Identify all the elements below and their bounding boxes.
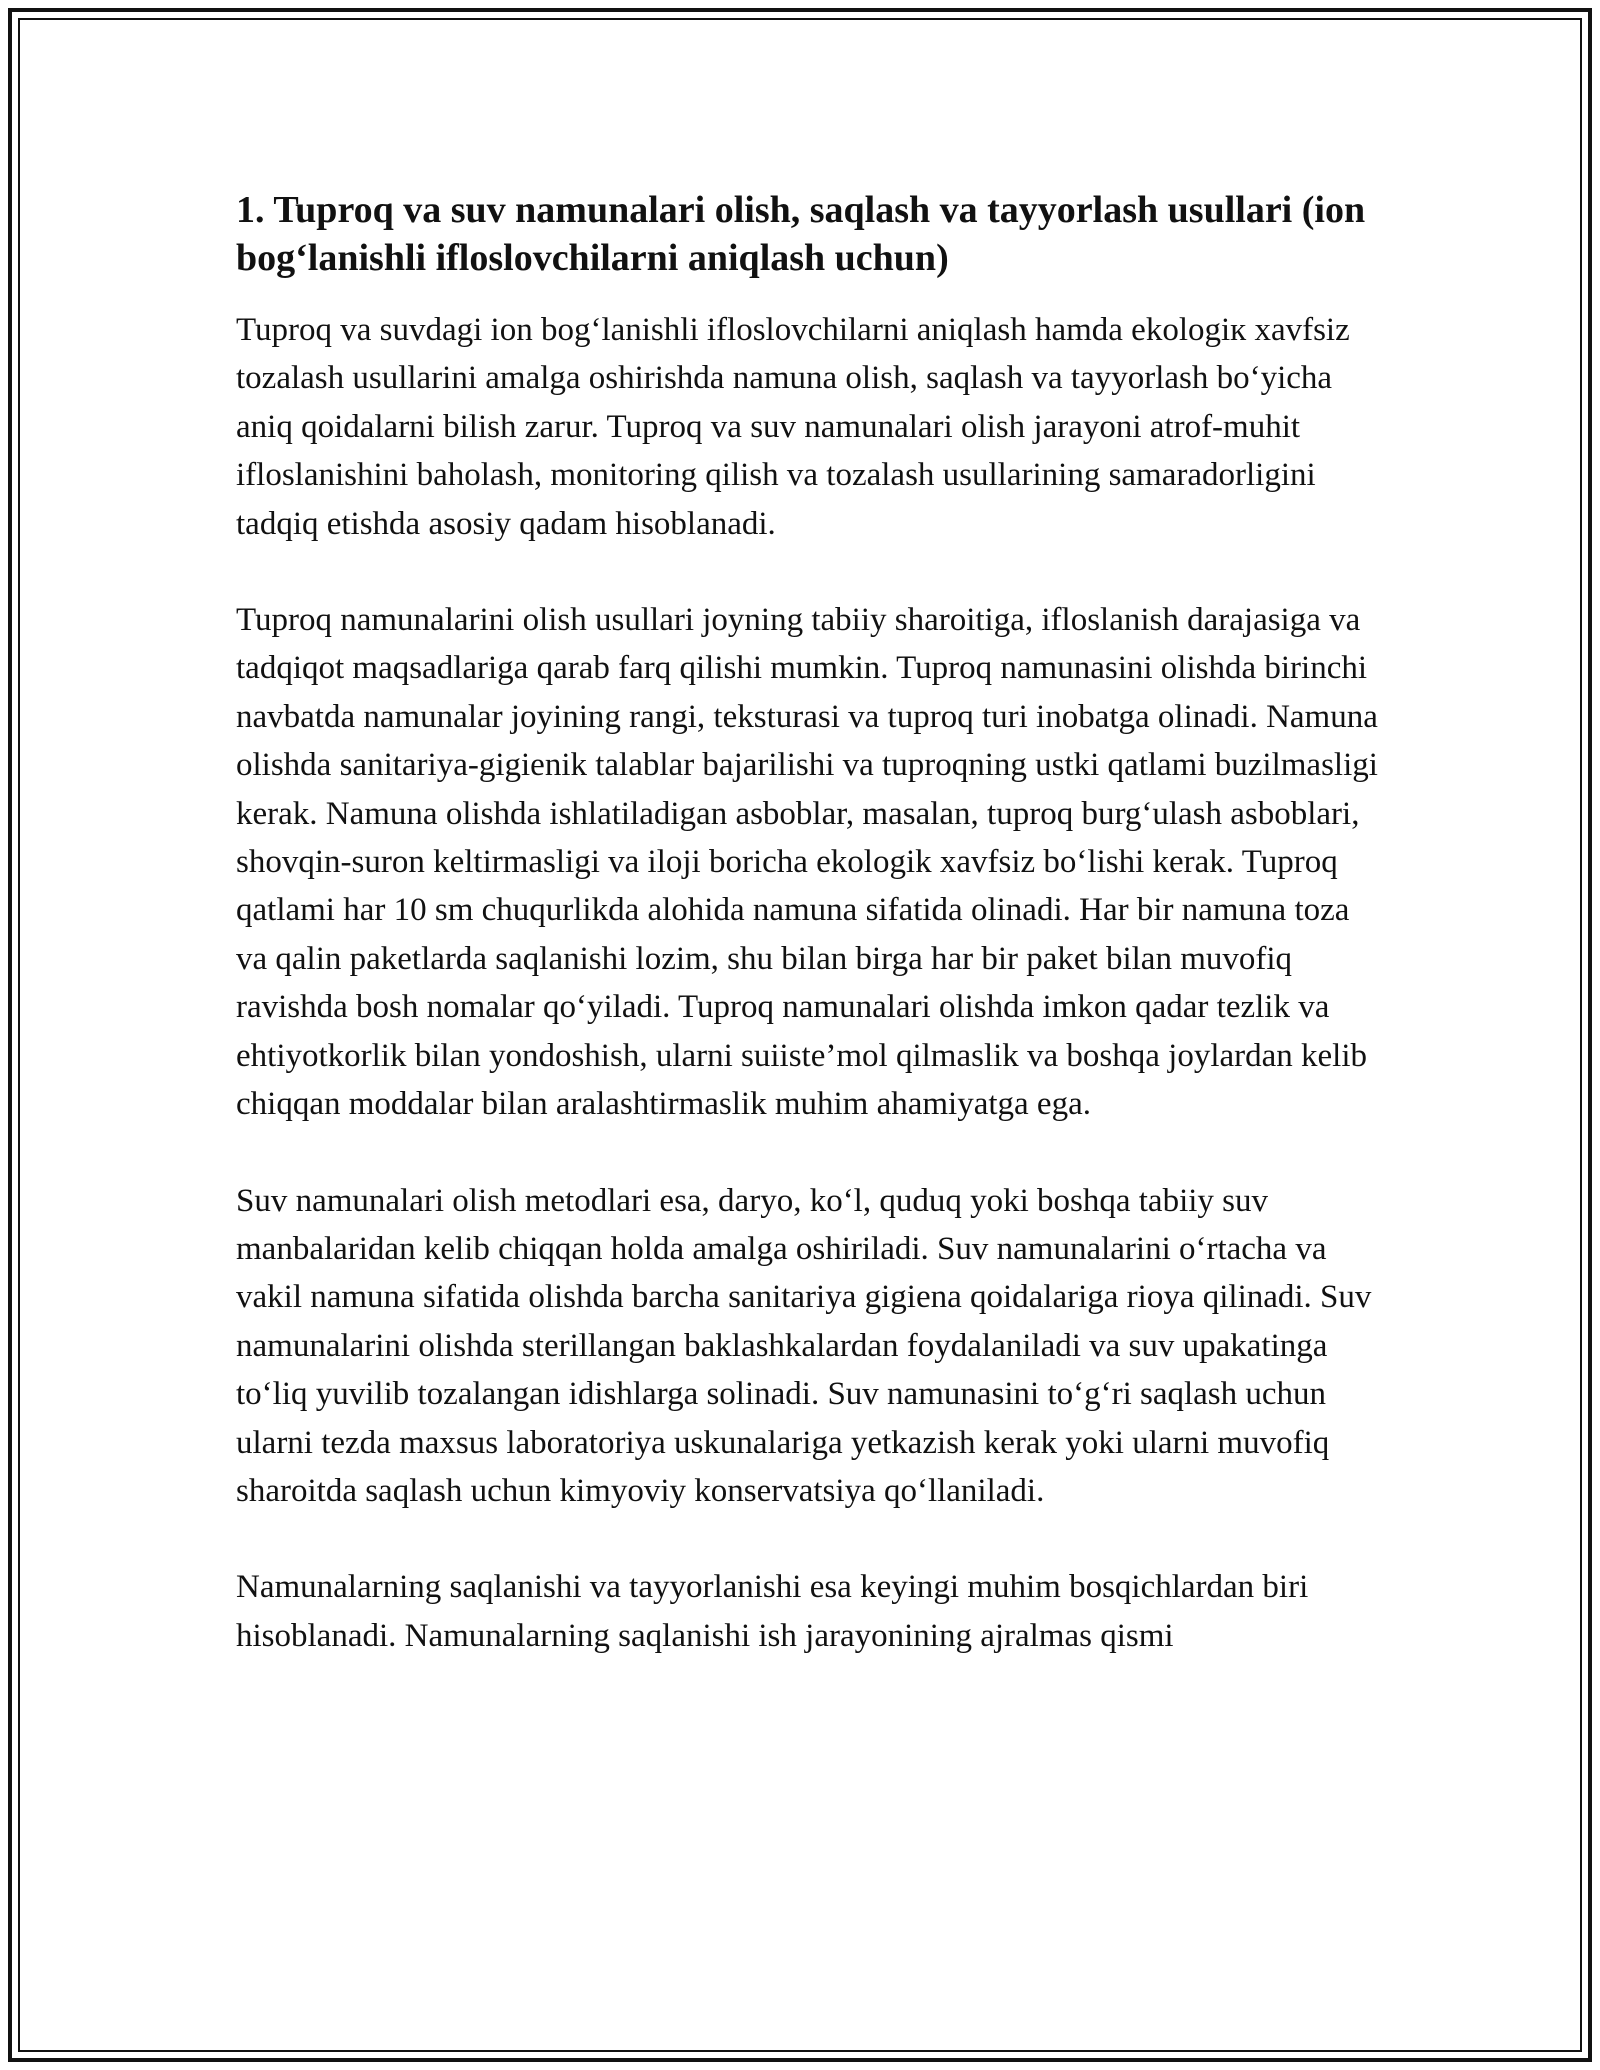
- paragraph-storage: Namunalarning saqlanishi va tayyorlanishi esa keyingi muhim bosqichlardan biri hisoblanadi. Namunalarning saqlanishi ish jarayonining ajralmas qismi: [236, 1569, 1309, 1654]
- section-heading: 1. Tuproq va suv namunalari olish, saqlash va tayyorlash usullari (ion bog‘lanishli ifloslovchilarni aniqlash uchun): [236, 189, 1366, 279]
- paragraph-intro: Tuproq va suvdagi ion bog‘lanishli ifloslovchilarni aniqlash hamda ekologiк xavfsiz tozalash usullarini amalga oshirishda namuna olish, saqlash va tayyorlash bo‘yicha aniq qoidalarni bilish zarur. Tuproq va suv namunalari olish jarayoni atrof-muhit ifloslanishini baholash, monitoring qilish va tozalash usullarining samaradorligini tadqiq etishda asosiy qadam hisoblanadi.: [236, 312, 1350, 542]
- paragraph-water-sampling: Suv namunalari olish metodlari esa, daryo, ko‘l, quduq yoki boshqa tabiiy suv manbalaridan kelib chiqqan holda amalga oshiriladi. Suv namunalarini o‘rtacha va vakil namuna sifatida olishda barcha sanitariya gigiena qoidalariga rioya qilinadi. Suv namunalarini olishda sterillangan baklashkalardan foydalaniladi va suv upakatinga to‘liq yuvilib tozalangan idishlarga solinadi. Suv namunasini to‘g‘ri saqlash uchun ularni tezda maxsus laboratoriya uskunalariga yetkazish kerak yoki ularni muvofiq sharoitda saqlash uchun kimyoviy konservatsiya qo‘llaniladi.: [236, 1182, 1372, 1509]
- paragraph-soil-sampling: Tuproq namunalarini olish usullari joyning tabiiy sharoitiga, ifloslanish darajasiga va tadqiqot maqsadlariga qarab farq qilishi mumkin. Tuproq namunasini olishda birinchi navbatda namunalar joyining rangi, teksturasi va tuproq turi inobatga olinadi. Namuna olishda sanitariya-gigienik talablar bajarilishi va tuproqning ustki qatlami buzilmasligi kerak. Namuna olishda ishlatiladigan asboblar, masalan, tuproq burg‘ulash asboblari, shovqin-suron keltirmasligi va iloji boricha ekologik xavfsiz bo‘lishi kerak. Tuproq qatlami har 10 sm chuqurlikda alohida namuna sifatida olinadi. Har bir namuna toza va qalin paketlarda saqlanishi lozim, shu bilan birga har bir paket bilan muvofiq ravishda bosh nomalar qo‘yiladi. Tuproq namunalari olishda imkon qadar tezlik va ehtiyotkorlik bilan yondoshish, ularni suiiste’mol qilmaslik va boshqa joylardan kelib chiqqan moddalar bilan aralashtirmaslik muhim ahamiyatga ega.: [236, 602, 1378, 1123]
- document-body: [236, 186, 1386, 1708]
